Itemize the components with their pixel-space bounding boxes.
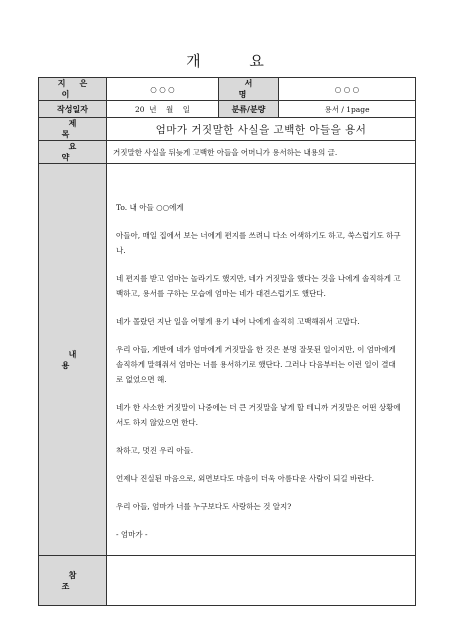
date-row [39, 101, 416, 118]
date-label: 작성일자 [39, 101, 107, 118]
content-paragraph: 언제나 진실된 마음으로, 외면보다도 마음이 더욱 아름다운 사람이 되길 바란다. [116, 474, 375, 483]
content-paragraph: 착하고, 멋진 우리 아들. [116, 446, 194, 455]
reference-row [39, 556, 416, 606]
author-label: 지은이 [39, 78, 107, 101]
content-paragraph: 우리 아들, 엄마가 너를 누구보다도 사랑하는 것 알지? [116, 502, 292, 511]
content-signature: - 엄마가 - [116, 530, 148, 539]
summary-label: 요 약 [39, 141, 107, 164]
content-paragraph: 네가 몰랐던 지난 일을 어떻게 용기 내어 나에게 솔직히 고백해줘서 고맙다. [116, 317, 360, 326]
content-paragraph: 네 편지를 받고 엄마는 놀라기도 했지만, 네가 거짓말을 했다는 것을 나에게 솔직하게 고백하고, 용서를 구하는 모습에 엄마는 네가 대견스럽기도 했단다. [116, 274, 401, 298]
reference-value [107, 556, 416, 606]
summary-row [39, 141, 416, 164]
content-row [39, 164, 416, 556]
summary-value: 거짓말한 사실을 뒤늦게 고백한 아들을 어머니가 용서하는 내용의 글. [107, 141, 416, 164]
subject-row [39, 118, 416, 141]
category-label: 분류/분량 [219, 101, 279, 118]
summary-form-table [38, 77, 416, 606]
document-title: 개 요 [186, 52, 286, 70]
date-value: 20 년 월 일 [107, 101, 219, 118]
subject-label: 제 목 [39, 118, 107, 141]
book-title-label: 서 명 [219, 78, 279, 101]
content-paragraph: 우리 아들, 게반에 네가 엄마에게 거짓말을 한 것은 분명 잘못된 일이지만, 이 엄마에게 솔직하게 말해줘서 엄마는 너를 용서하기로 했단다. 그러나 다음부터는 이런 일이 결대로 없었으면 해. [116, 345, 396, 384]
category-value: 용서 / 1page [279, 101, 416, 118]
author-row [39, 78, 416, 101]
reference-label: 참 조 [39, 556, 107, 606]
author-value: ○ ○ ○ [107, 78, 219, 101]
subject-value: 엄마가 거짓말한 사실을 고백한 아들을 용서 [107, 118, 416, 141]
content-paragraph: 네가 한 사소한 거짓말이 나중에는 더 큰 거짓말을 낳게 할 테니까 거짓말은 어떤 상황에서도 하지 않았으면 한다. [116, 403, 401, 427]
content-label: 내 용 [39, 164, 107, 556]
book-title-value: ○ ○ ○ [279, 78, 416, 101]
content-greeting: To. 내 아들 ○○에게 [116, 203, 184, 212]
content-body [107, 164, 416, 556]
content-paragraph: 아들아, 매일 집에서 보는 너에게 편지를 쓰려니 다소 어색하기도 하고, 쑥스럽기도 하구나. [116, 231, 401, 255]
